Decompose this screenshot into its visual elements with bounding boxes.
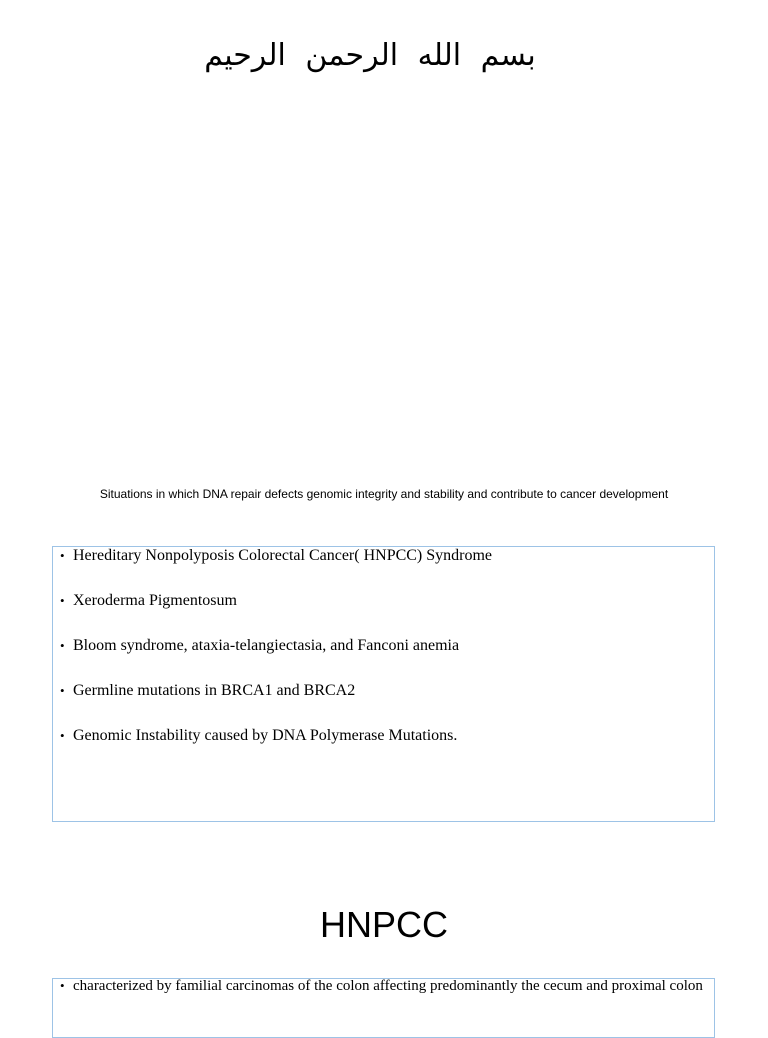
dna-repair-list: [53, 547, 714, 745]
list-item: • Germline mutations in BRCA1 and BRCA2: [53, 682, 714, 700]
hnpcc-list-box: [52, 978, 715, 1038]
list-item: • Hereditary Nonpolyposis Colorectal Cancer( HNPCC) Syndrome: [53, 547, 714, 565]
section-caption: Situations in which DNA repair defects genomic integrity and stability and contribute to cancer development: [99, 487, 669, 501]
list-item: • Xeroderma Pigmentosum: [53, 592, 714, 610]
list-item: • Genomic Instability caused by DNA Polymerase Mutations.: [53, 727, 714, 745]
bismillah-heading: بسم الله الرحمن الرحيم: [204, 38, 536, 73]
list-item: • Bloom syndrome, ataxia-telangiectasia, and Fanconi anemia: [53, 637, 714, 655]
hnpcc-heading: HNPCC: [319, 904, 448, 945]
hnpcc-list: [53, 979, 714, 993]
list-item: • characterized by familial carcinomas of the colon affecting predominantly the cecum and proximal colon: [53, 979, 714, 993]
dna-repair-list-box: [52, 546, 715, 822]
